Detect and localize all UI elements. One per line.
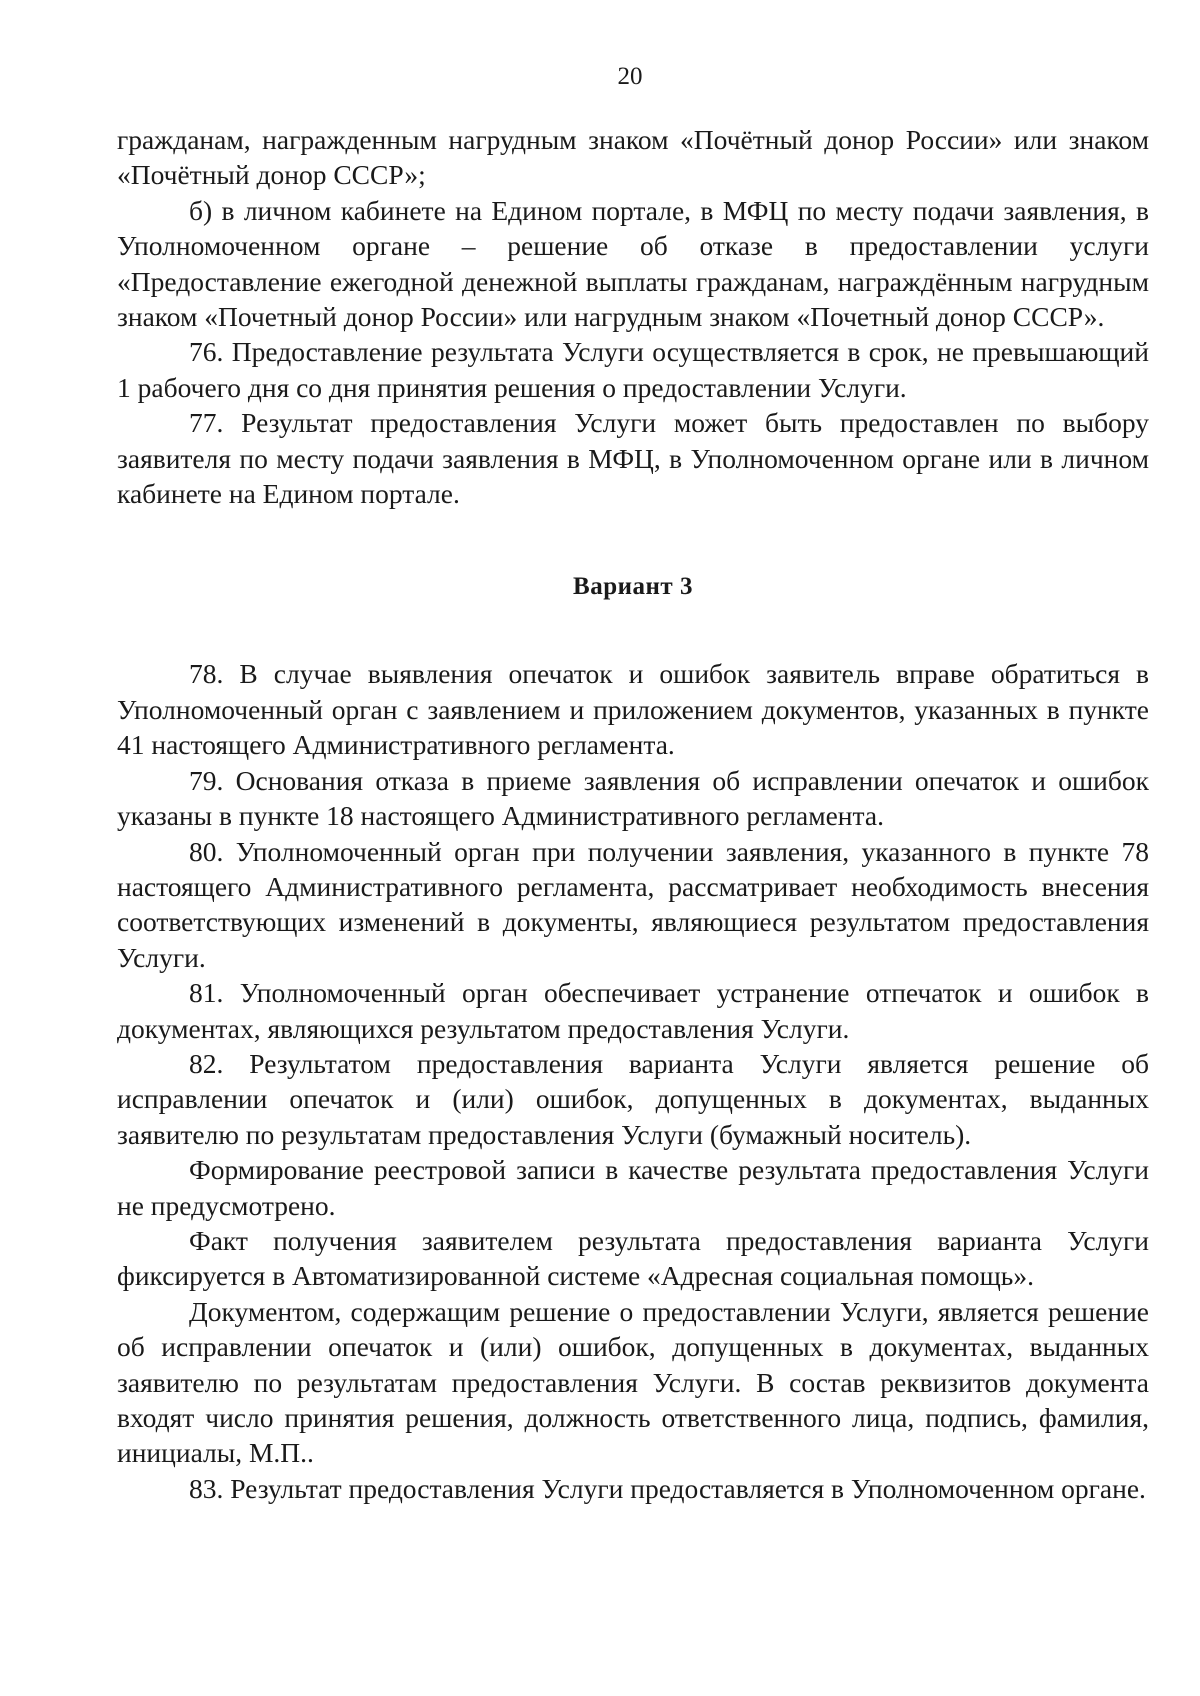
document-body	[117, 122, 1149, 1506]
paragraph-83: 83. Результат предоставления Услуги предоставляется в Уполномоченном органе.	[189, 1472, 1146, 1504]
paragraph-80: 80. Уполномоченный орган при получении заявления, указанного в пункте 78 настоящего Административного регламента, рассматривает необходимость внесения соответствующих изменений в документы, являющиеся результатом предоставления Услуги.	[117, 835, 1149, 973]
paragraph-continuation: гражданам, награжденным нагрудным знаком «Почётный донор России» или знаком «Почётный донор СССР»;	[117, 124, 1149, 191]
paragraph-76: 76. Предоставление результата Услуги осуществляется в срок, не превышающий 1 рабочего дня со дня принятия решения о предоставлении Услуги.	[117, 336, 1149, 403]
paragraph-registry-record: Формирование реестровой записи в качестве результата предоставления Услуги не предусмотрено.	[117, 1154, 1149, 1221]
paragraph-81: 81. Уполномоченный орган обеспечивает устранение отпечаток и ошибок в документах, являющихся результатом предоставления Услуги.	[117, 977, 1149, 1044]
paragraph-79: 79. Основания отказа в приеме заявления об исправлении опечаток и ошибок указаны в пункте 18 настоящего Административного регламента.	[117, 764, 1149, 832]
paragraph-82: 82. Результатом предоставления варианта Услуги является решение об исправлении опечаток и (или) ошибок, допущенных в документах, выданных заявителю по результатам предоставления Услуги (бумажный носитель).	[117, 1047, 1149, 1150]
paragraph-decision-document: Документом, содержащим решение о предоставлении Услуги, является решение об исправлении опечаток и (или) ошибок, допущенных в документах, выданных заявителю по результатам предоставления Услуги. В состав реквизитов документа входят число принятия решения, должность ответственного лица, подпись, фамилия, инициалы, М.П..	[117, 1295, 1149, 1469]
section-heading: Вариант 3	[573, 573, 693, 601]
page-number: 20	[617, 63, 643, 90]
paragraph-receipt-fact: Факт получения заявителем результата предоставления варианта Услуги фиксируется в Автоматизированной системе «Адресная социальная помощь».	[117, 1224, 1149, 1292]
paragraph-78: 78. В случае выявления опечаток и ошибок заявитель вправе обратиться в Уполномоченный орган с заявлением и приложением документов, указанных в пункте 41 настоящего Административного регламента.	[117, 658, 1149, 761]
paragraph-77: 77. Результат предоставления Услуги может быть предоставлен по выбору заявителя по месту подачи заявления в МФЦ, в Уполномоченном органе или в личном кабинете на Едином портале.	[117, 407, 1149, 510]
paragraph-item-b: б) в личном кабинете на Едином портале, в МФЦ по месту подачи заявления, в Уполномоченном органе – решение об отказе в предоставлении услуги «Предоставление ежегодной денежной выплаты гражданам, награждённым нагрудным знаком «Почетный донор России» или нагрудным знаком «Почетный донор СССР».	[117, 194, 1149, 333]
